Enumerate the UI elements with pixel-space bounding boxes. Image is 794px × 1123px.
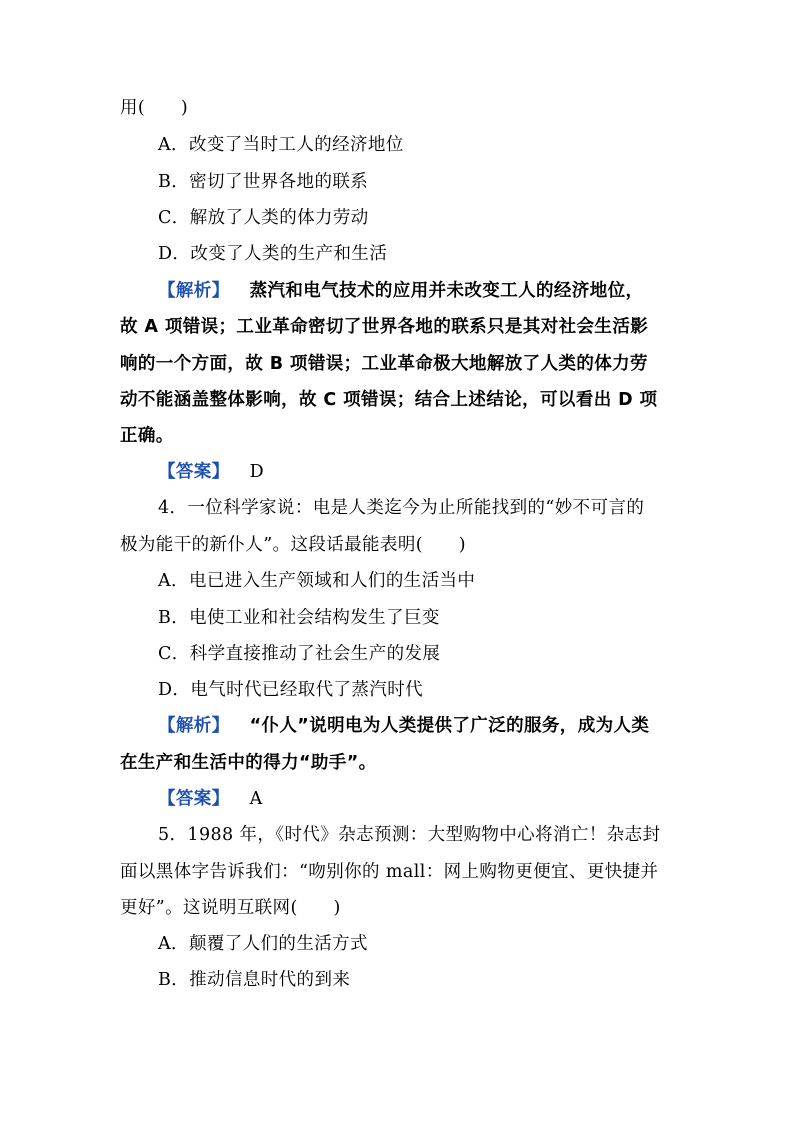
- q3-analysis-line-1: [158, 279, 643, 303]
- q4-option-b: B．电使工业和社会结构发生了巨变: [158, 608, 440, 628]
- q4-analysis-text-1: “仆人”说明电为人类提供了广泛的服务，成为人类: [249, 716, 650, 736]
- q3-analysis-line-2: 故 A 项错误；工业革命密切了世界各地的联系只是其对社会生活影: [120, 317, 649, 337]
- q4-analysis-line-1: [158, 714, 649, 738]
- q4-answer-value: A: [249, 789, 263, 809]
- q3-analysis-tag: 【解析】: [158, 281, 230, 301]
- q4-option-d: D．电气时代已经取代了蒸汽时代: [158, 680, 424, 700]
- q4-stem-line-2: 极为能干的新仆人”。这段话最能表明( ): [120, 535, 466, 555]
- q3-stem-tail: 用( ): [120, 98, 189, 118]
- q3-analysis-text-1: 蒸汽和电气技术的应用并未改变工人的经济地位，: [249, 281, 644, 301]
- q3-answer-tag: 【答案】: [158, 462, 230, 482]
- q3-analysis-line-3: 响的一个方面，故 B 项错误；工业革命极大地解放了人类的体力劳: [120, 354, 648, 374]
- q4-answer-tag: 【答案】: [158, 789, 230, 809]
- q5-stem-line-1: 5．1988 年，《时代》杂志预测：大型购物中心将消亡！杂志封: [158, 825, 661, 845]
- q3-answer-value: D: [249, 462, 265, 482]
- q3-analysis-line-5: 正确。: [120, 426, 174, 446]
- q4-analysis-line-2: 在生产和生活中的得力“助手”。: [120, 753, 377, 773]
- q3-option-d: D．改变了人类的生产和生活: [158, 244, 388, 264]
- q3-analysis-line-4: 动不能涵盖整体影响，故 C 项错误；结合上述结论，可以看出 D 项: [120, 390, 658, 410]
- q5-option-a: A．颠覆了人们的生活方式: [158, 934, 368, 954]
- q4-option-a: A．电已进入生产领域和人们的生活当中: [158, 571, 476, 591]
- q3-option-b: B．密切了世界各地的联系: [158, 172, 369, 192]
- q4-stem-line-1: 4．一位科学家说：电是人类迄今为止所能找到的“妙不可言的: [158, 498, 645, 518]
- q5-option-b: B．推动信息时代的到来: [158, 970, 351, 990]
- q3-option-c: C．解放了人类的体力劳动: [158, 208, 369, 228]
- q5-stem-line-3: 更好”。这说明互联网( ): [120, 898, 341, 918]
- q3-answer-line: [158, 460, 264, 484]
- q3-option-a: A．改变了当时工人的经济地位: [158, 135, 404, 155]
- q4-option-c: C．科学直接推动了社会生产的发展: [158, 644, 441, 664]
- q4-answer-line: [158, 787, 263, 811]
- q5-stem-line-2: 面以黑体字告诉我们：“吻别你的 mall：网上购物更便宜、更快捷并: [120, 862, 659, 882]
- q4-analysis-tag: 【解析】: [158, 716, 230, 736]
